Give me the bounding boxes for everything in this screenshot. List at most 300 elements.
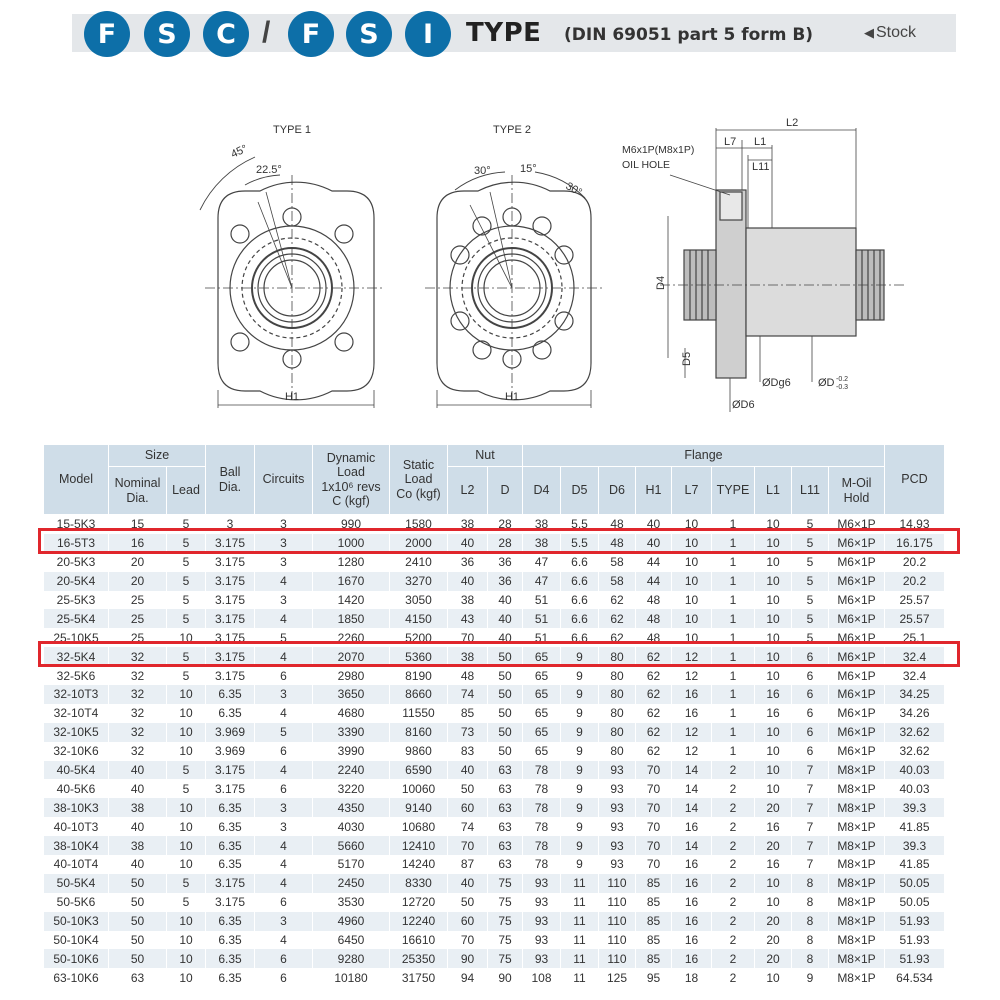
table-cell: M8×1P <box>829 949 885 968</box>
table-cell: 5 <box>167 609 206 628</box>
table-cell: 25.1 <box>885 628 945 647</box>
table-cell: 25 <box>109 628 167 647</box>
table-cell: 50 <box>488 647 523 666</box>
table-cell: 93 <box>599 855 636 874</box>
table-cell: M8×1P <box>829 779 885 798</box>
table-cell: 3 <box>206 515 255 534</box>
table-cell: 3 <box>255 912 313 931</box>
table-cell: 3.969 <box>206 723 255 742</box>
table-cell: 70 <box>636 836 672 855</box>
col-l1: L1 <box>755 467 792 515</box>
d-label: ØD <box>818 377 835 389</box>
table-cell: 80 <box>599 647 636 666</box>
table-cell: 32-5K4 <box>44 647 109 666</box>
table-cell: 10 <box>672 609 712 628</box>
table-cell: 2 <box>712 836 755 855</box>
col-static-load: Static Load Co (kgf) <box>390 445 448 515</box>
letter-badge-i: I <box>405 11 451 57</box>
table-cell: 6.6 <box>561 553 599 572</box>
table-cell: 63 <box>488 817 523 836</box>
table-cell: 10 <box>672 591 712 610</box>
table-cell: 62 <box>599 591 636 610</box>
table-cell: M8×1P <box>829 855 885 874</box>
table-cell: 1 <box>712 647 755 666</box>
table-cell: M8×1P <box>829 893 885 912</box>
table-cell: 8 <box>792 912 829 931</box>
table-cell: 4150 <box>390 609 448 628</box>
table-cell: 11550 <box>390 704 448 723</box>
dg6-label: ØDg6 <box>762 377 791 389</box>
oil-hole-label: OIL HOLE <box>622 159 671 171</box>
table-cell: 95 <box>636 968 672 987</box>
table-cell: 6.35 <box>206 968 255 987</box>
table-cell: 6.6 <box>561 609 599 628</box>
letter-badge-f: F <box>84 11 130 57</box>
table-cell: 1 <box>712 685 755 704</box>
triangle-left-icon: ◀ <box>864 25 874 40</box>
table-cell: 90 <box>488 968 523 987</box>
table-cell: 6.35 <box>206 798 255 817</box>
table-cell: 63 <box>488 836 523 855</box>
table-cell: 63 <box>488 855 523 874</box>
type1-label: TYPE 1 <box>273 124 311 136</box>
table-cell: 10 <box>755 893 792 912</box>
table-cell: 5 <box>167 572 206 591</box>
table-cell: 20-5K4 <box>44 572 109 591</box>
table-cell: 93 <box>599 761 636 780</box>
table-cell: 75 <box>488 893 523 912</box>
table-cell: 3.175 <box>206 553 255 572</box>
table-cell: 3.175 <box>206 779 255 798</box>
table-cell: 9 <box>561 685 599 704</box>
table-cell: 50 <box>488 723 523 742</box>
type1-flange-view <box>200 157 385 408</box>
table-cell: 10 <box>755 534 792 553</box>
table-cell: 10 <box>755 647 792 666</box>
table-cell: 70 <box>636 855 672 874</box>
table-cell: 18 <box>672 968 712 987</box>
table-cell: 44 <box>636 572 672 591</box>
table-cell: 50 <box>488 666 523 685</box>
table-cell: 6 <box>255 949 313 968</box>
col-model: Model <box>44 445 109 515</box>
table-cell: 1 <box>712 704 755 723</box>
table-cell: 62 <box>636 666 672 685</box>
table-cell: 10 <box>672 572 712 591</box>
l11-label: L11 <box>752 161 770 173</box>
table-cell: 40 <box>488 609 523 628</box>
table-cell: 32 <box>109 685 167 704</box>
table-cell: 3.175 <box>206 628 255 647</box>
table-cell: 34.26 <box>885 704 945 723</box>
letter-badge-s: S <box>144 11 190 57</box>
spec-table-body <box>44 515 945 988</box>
table-cell: 16 <box>672 704 712 723</box>
table-cell: 6 <box>255 666 313 685</box>
table-cell: 15 <box>109 515 167 534</box>
table-cell: M8×1P <box>829 874 885 893</box>
table-cell: 32-10T3 <box>44 685 109 704</box>
table-cell: 73 <box>448 723 488 742</box>
letter-badge-c: C <box>203 11 249 57</box>
table-cell: 75 <box>488 949 523 968</box>
table-cell: 7 <box>792 836 829 855</box>
table-cell: 6.35 <box>206 931 255 950</box>
table-cell: 40 <box>488 591 523 610</box>
table-cell: 40-10T4 <box>44 855 109 874</box>
table-cell: 11 <box>561 949 599 968</box>
table-cell: 70 <box>448 931 488 950</box>
table-cell: 40-5K4 <box>44 761 109 780</box>
table-cell: 25.57 <box>885 609 945 628</box>
table-cell: M6×1P <box>829 591 885 610</box>
table-cell: 9140 <box>390 798 448 817</box>
table-cell: 32 <box>109 723 167 742</box>
table-cell: 4960 <box>313 912 390 931</box>
table-cell: 63 <box>488 798 523 817</box>
table-cell: 1 <box>712 591 755 610</box>
table-cell: 3 <box>255 591 313 610</box>
table-cell: 28 <box>488 534 523 553</box>
table-cell: 93 <box>523 912 561 931</box>
table-cell: 3.969 <box>206 742 255 761</box>
table-cell: 93 <box>599 779 636 798</box>
table-cell: 50 <box>488 685 523 704</box>
d6-label: ØD6 <box>732 399 755 411</box>
table-cell: M8×1P <box>829 912 885 931</box>
table-cell: 12410 <box>390 836 448 855</box>
table-cell: 1 <box>712 609 755 628</box>
table-row <box>44 949 945 968</box>
h1-label-type1: H1 <box>284 391 300 403</box>
table-cell: M6×1P <box>829 742 885 761</box>
table-cell: 4 <box>255 931 313 950</box>
table-cell: 9 <box>561 647 599 666</box>
table-cell: 28 <box>488 515 523 534</box>
table-cell: 40 <box>109 817 167 836</box>
table-cell: 3.175 <box>206 761 255 780</box>
table-cell: 3 <box>255 798 313 817</box>
table-cell: 8330 <box>390 874 448 893</box>
table-cell: 80 <box>599 666 636 685</box>
table-cell: 78 <box>523 836 561 855</box>
type2-flange-view <box>425 172 605 408</box>
table-cell: 50-5K6 <box>44 893 109 912</box>
table-cell: 9 <box>561 798 599 817</box>
table-cell: 38 <box>523 515 561 534</box>
table-cell: 65 <box>523 685 561 704</box>
table-cell: 3220 <box>313 779 390 798</box>
table-cell: 62 <box>636 742 672 761</box>
h1-label-type2: H1 <box>504 391 520 403</box>
table-cell: 10 <box>167 685 206 704</box>
table-cell: 85 <box>636 912 672 931</box>
table-cell: 25-5K4 <box>44 609 109 628</box>
table-cell: 85 <box>636 949 672 968</box>
letter-badge-s2: S <box>346 11 392 57</box>
table-cell: 110 <box>599 912 636 931</box>
col-group-size: Size <box>109 445 206 467</box>
table-cell: 83 <box>448 742 488 761</box>
table-cell: 4 <box>255 609 313 628</box>
table-cell: 2410 <box>390 553 448 572</box>
table-cell: 85 <box>636 931 672 950</box>
table-cell: 4 <box>255 572 313 591</box>
table-row <box>44 874 945 893</box>
table-cell: 2 <box>712 798 755 817</box>
table-cell: 15-5K3 <box>44 515 109 534</box>
table-cell: 1670 <box>313 572 390 591</box>
table-cell: 63 <box>488 761 523 780</box>
table-cell: 110 <box>599 874 636 893</box>
table-cell: 41.85 <box>885 817 945 836</box>
col-type: TYPE <box>712 467 755 515</box>
table-cell: 11 <box>561 931 599 950</box>
col-lead: Lead <box>167 467 206 515</box>
table-cell: 4 <box>255 761 313 780</box>
table-cell: 3990 <box>313 742 390 761</box>
table-cell: 9 <box>561 704 599 723</box>
table-row <box>44 515 945 534</box>
table-cell: 31750 <box>390 968 448 987</box>
table-cell: 70 <box>636 779 672 798</box>
table-cell: M8×1P <box>829 798 885 817</box>
table-cell: 16 <box>755 855 792 874</box>
table-cell: 48 <box>636 591 672 610</box>
table-cell: 47 <box>523 553 561 572</box>
col-nominal-dia: Nominal Dia. <box>109 467 167 515</box>
table-cell: 60 <box>448 798 488 817</box>
table-cell: 2 <box>712 968 755 987</box>
table-cell: 16 <box>672 949 712 968</box>
table-cell: 65 <box>523 723 561 742</box>
table-cell: 8 <box>792 874 829 893</box>
table-cell: 110 <box>599 931 636 950</box>
table-cell: 80 <box>599 723 636 742</box>
table-cell: 74 <box>448 685 488 704</box>
table-cell: 25 <box>109 591 167 610</box>
table-cell: 70 <box>448 628 488 647</box>
table-cell: 50-10K6 <box>44 949 109 968</box>
table-cell: 3.175 <box>206 572 255 591</box>
table-cell: 32 <box>109 742 167 761</box>
table-cell: 25-10K5 <box>44 628 109 647</box>
table-cell: 5660 <box>313 836 390 855</box>
table-cell: 38-10K3 <box>44 798 109 817</box>
table-cell: 6 <box>255 779 313 798</box>
table-cell: 5 <box>167 779 206 798</box>
table-cell: 40 <box>109 761 167 780</box>
table-cell: 10 <box>672 534 712 553</box>
table-cell: 51 <box>523 609 561 628</box>
table-cell: 10 <box>167 704 206 723</box>
table-cell: 10 <box>755 723 792 742</box>
table-cell: 7 <box>792 855 829 874</box>
table-cell: 3390 <box>313 723 390 742</box>
table-cell: 14 <box>672 798 712 817</box>
table-row <box>44 968 945 987</box>
table-cell: 10 <box>167 912 206 931</box>
table-cell: 9 <box>792 968 829 987</box>
table-cell: 2 <box>712 893 755 912</box>
table-cell: 6 <box>792 666 829 685</box>
table-cell: 3270 <box>390 572 448 591</box>
table-cell: 50-10K4 <box>44 931 109 950</box>
table-cell: 20 <box>755 836 792 855</box>
oil-hole-spec: M6x1P(M8x1P) <box>622 144 695 156</box>
table-row <box>44 779 945 798</box>
table-row <box>44 761 945 780</box>
table-cell: 90 <box>448 949 488 968</box>
table-row <box>44 893 945 912</box>
table-cell: 1280 <box>313 553 390 572</box>
table-cell: 50 <box>109 874 167 893</box>
table-cell: 10 <box>755 742 792 761</box>
table-cell: 51.93 <box>885 949 945 968</box>
stock-link[interactable] <box>864 24 916 42</box>
table-cell: 25 <box>109 609 167 628</box>
table-cell: 80 <box>599 742 636 761</box>
d-tolerance-lower: -0.3 <box>836 384 849 391</box>
table-cell: 70 <box>636 761 672 780</box>
table-cell: 93 <box>599 817 636 836</box>
table-cell: 16 <box>672 893 712 912</box>
table-cell: 25-5K3 <box>44 591 109 610</box>
table-cell: 40 <box>109 779 167 798</box>
table-cell: 93 <box>523 949 561 968</box>
table-cell: 4 <box>255 855 313 874</box>
table-cell: 7 <box>792 798 829 817</box>
table-cell: 14 <box>672 836 712 855</box>
table-cell: 1 <box>712 742 755 761</box>
table-cell: 2 <box>712 855 755 874</box>
stock-label: Stock <box>876 24 917 41</box>
col-l2: L2 <box>448 467 488 515</box>
table-cell: 43 <box>448 609 488 628</box>
table-row <box>44 817 945 836</box>
table-cell: M6×1P <box>829 628 885 647</box>
table-cell: 32.4 <box>885 666 945 685</box>
table-cell: 7 <box>792 817 829 836</box>
table-cell: 1 <box>712 723 755 742</box>
table-cell: 75 <box>488 931 523 950</box>
table-cell: 14.93 <box>885 515 945 534</box>
table-cell: 11 <box>561 912 599 931</box>
table-cell: 50-5K4 <box>44 874 109 893</box>
table-row <box>44 912 945 931</box>
table-cell: 50 <box>109 893 167 912</box>
table-cell: 25.57 <box>885 591 945 610</box>
table-row <box>44 742 945 761</box>
table-cell: 36 <box>448 553 488 572</box>
table-cell: 32.62 <box>885 742 945 761</box>
table-cell: 38 <box>448 591 488 610</box>
angle-30b-label: 30° <box>563 180 584 199</box>
table-cell: 78 <box>523 817 561 836</box>
col-ball-dia: Ball Dia. <box>206 445 255 515</box>
table-cell: 10680 <box>390 817 448 836</box>
table-cell: 16 <box>755 685 792 704</box>
table-cell: 10 <box>167 968 206 987</box>
table-cell: 6.35 <box>206 949 255 968</box>
table-row <box>44 591 945 610</box>
table-cell: 34.25 <box>885 685 945 704</box>
table-cell: 10 <box>167 817 206 836</box>
table-cell: 48 <box>636 609 672 628</box>
table-cell: 20.2 <box>885 553 945 572</box>
table-cell: 20.2 <box>885 572 945 591</box>
l1-label: L1 <box>754 136 767 148</box>
table-cell: 39.3 <box>885 798 945 817</box>
table-cell: 38 <box>448 647 488 666</box>
table-cell: 6 <box>255 893 313 912</box>
table-cell: M6×1P <box>829 553 885 572</box>
table-cell: 3.175 <box>206 874 255 893</box>
table-cell: 85 <box>448 704 488 723</box>
table-cell: 3.175 <box>206 666 255 685</box>
table-cell: 5 <box>167 515 206 534</box>
table-cell: 36 <box>488 572 523 591</box>
table-cell: 50.05 <box>885 893 945 912</box>
table-cell: 32-10K5 <box>44 723 109 742</box>
table-cell: 65 <box>523 647 561 666</box>
table-cell: 38 <box>109 798 167 817</box>
table-cell: 51 <box>523 628 561 647</box>
table-cell: 16-5T3 <box>44 534 109 553</box>
table-cell: 10 <box>167 836 206 855</box>
table-cell: 12 <box>672 723 712 742</box>
table-cell: M6×1P <box>829 515 885 534</box>
table-cell: M8×1P <box>829 836 885 855</box>
table-cell: 10 <box>755 779 792 798</box>
table-cell: M8×1P <box>829 931 885 950</box>
table-cell: 1580 <box>390 515 448 534</box>
table-cell: 5 <box>167 534 206 553</box>
table-cell: 62 <box>636 685 672 704</box>
table-cell: 39.3 <box>885 836 945 855</box>
table-cell: 38 <box>523 534 561 553</box>
col-d6: D6 <box>599 467 636 515</box>
table-cell: 3.175 <box>206 647 255 666</box>
table-cell: 14 <box>672 761 712 780</box>
table-cell: 10 <box>755 553 792 572</box>
table-cell: 1850 <box>313 609 390 628</box>
table-cell: 20 <box>109 553 167 572</box>
table-cell: 3050 <box>390 591 448 610</box>
table-cell: 3 <box>255 685 313 704</box>
table-cell: 1 <box>712 515 755 534</box>
table-cell: 8190 <box>390 666 448 685</box>
table-cell: 40 <box>109 855 167 874</box>
table-cell: 78 <box>523 855 561 874</box>
table-cell: 5 <box>167 553 206 572</box>
table-cell: 110 <box>599 949 636 968</box>
table-cell: M8×1P <box>829 817 885 836</box>
table-cell: 70 <box>636 798 672 817</box>
table-cell: 32 <box>109 666 167 685</box>
table-cell: 2260 <box>313 628 390 647</box>
table-cell: 9 <box>561 779 599 798</box>
table-cell: 14 <box>672 779 712 798</box>
table-cell: 5 <box>167 874 206 893</box>
table-cell: 78 <box>523 779 561 798</box>
col-pcd: PCD <box>885 445 945 515</box>
table-cell: 6590 <box>390 761 448 780</box>
table-row <box>44 836 945 855</box>
table-cell: 6.35 <box>206 704 255 723</box>
table-cell: 9 <box>561 836 599 855</box>
table-cell: 65 <box>523 704 561 723</box>
